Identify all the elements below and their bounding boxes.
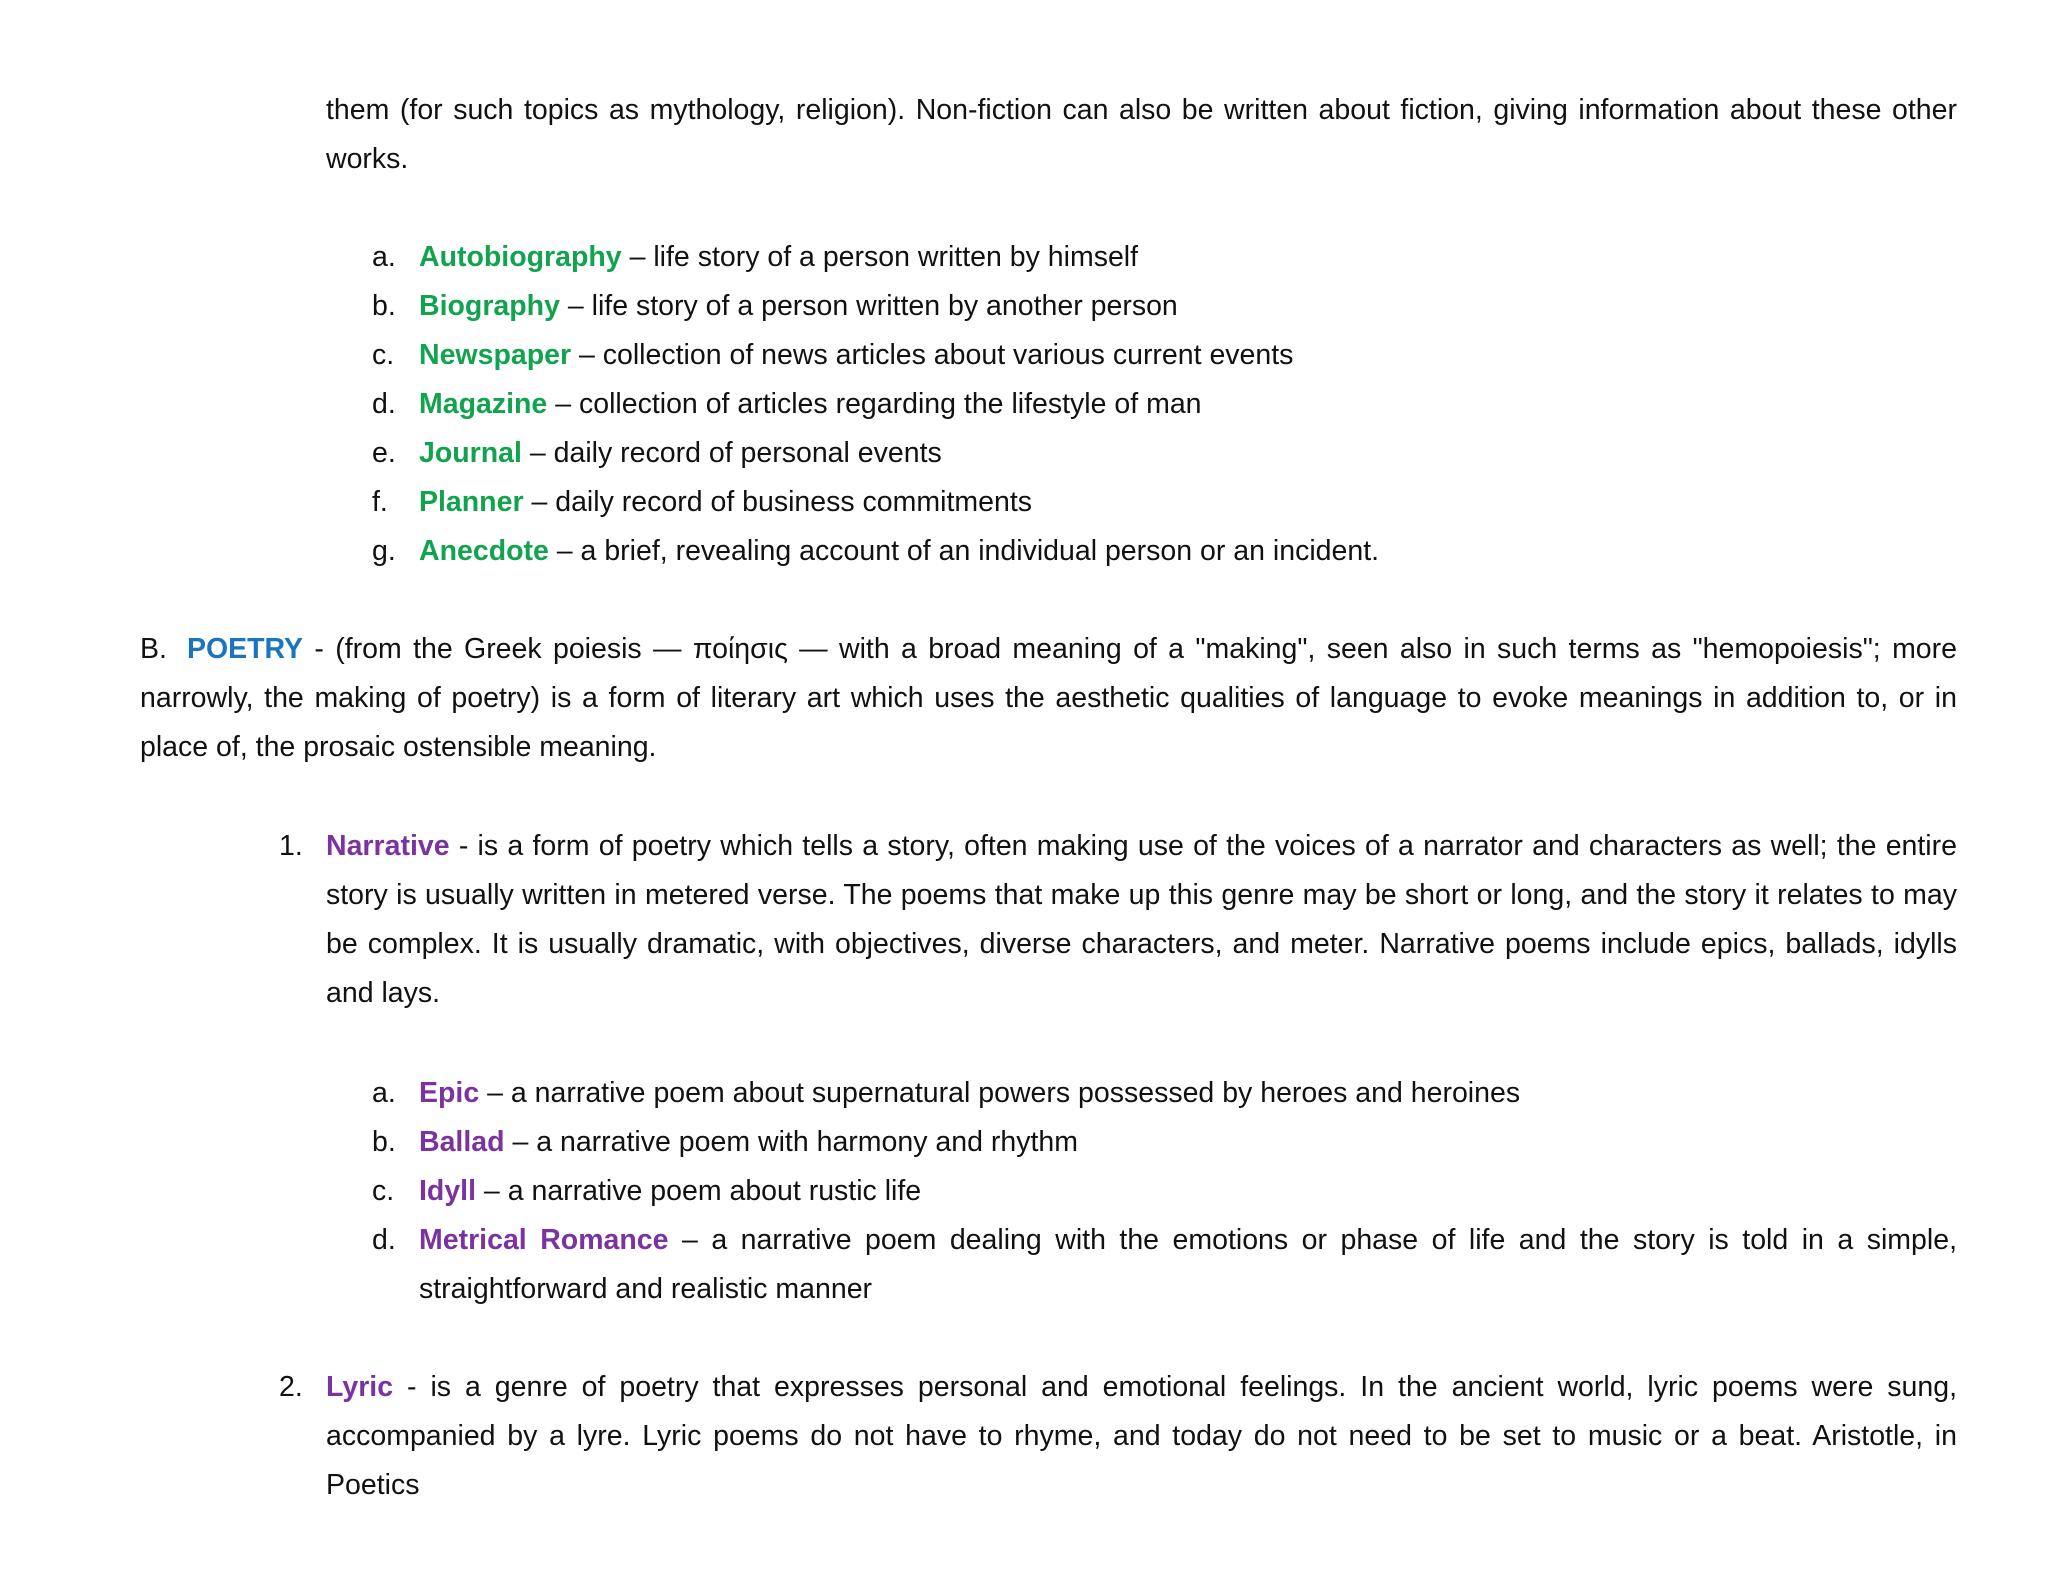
- section-marker: B.: [140, 633, 167, 665]
- list-marker: b.: [372, 290, 396, 322]
- list-item: [326, 527, 1957, 576]
- list-item: [326, 331, 1957, 380]
- term-ballad: Ballad: [419, 1126, 505, 1158]
- narrative-types-list: [326, 1069, 1957, 1314]
- list-item: [326, 429, 1957, 478]
- list-item: [326, 1069, 1957, 1118]
- list-item: [326, 1118, 1957, 1167]
- list-item: [326, 282, 1957, 331]
- term-definition: – a narrative poem about supernatural powers possessed by heroes and heroines: [479, 1077, 1521, 1109]
- term-idyll: Idyll: [419, 1175, 477, 1207]
- term-biography: Biography: [419, 290, 560, 322]
- list-marker: d.: [372, 1224, 396, 1256]
- nonfiction-types-list: [326, 233, 1957, 576]
- term-lyric: Lyric: [326, 1371, 394, 1403]
- term-magazine: Magazine: [419, 388, 548, 420]
- term-narrative: Narrative: [326, 830, 450, 862]
- term-planner: Planner: [419, 486, 524, 518]
- term-journal: Journal: [419, 437, 522, 469]
- list-marker: a.: [372, 1077, 396, 1109]
- term-definition: – a narrative poem with harmony and rhythm: [504, 1126, 1078, 1158]
- item-text: - is a genre of poetry that expresses personal and emotional feelings. In the ancient world, lyric poems were sung, accompanied by a lyre. Lyric poems do not have to rhyme, and today do not need to be set to music or a beat. Aristotle, in Poetics: [326, 1371, 1957, 1501]
- term-definition: – life story of a person written by himself: [621, 241, 1139, 273]
- term-definition: – collection of news articles about various current events: [571, 339, 1294, 371]
- term-metrical-romance: Metrical Romance: [419, 1224, 669, 1256]
- list-item: [326, 1167, 1957, 1216]
- list-marker: c.: [372, 339, 395, 371]
- term-definition: – a narrative poem about rustic life: [476, 1175, 922, 1207]
- term-definition: – collection of articles regarding the lifestyle of man: [547, 388, 1202, 420]
- item-number: 2.: [279, 1371, 303, 1403]
- list-marker: b.: [372, 1126, 396, 1158]
- term-anecdote: Anecdote: [419, 535, 549, 567]
- term-epic: Epic: [419, 1077, 480, 1109]
- list-marker: f.: [372, 486, 388, 518]
- list-marker: c.: [372, 1175, 395, 1207]
- term-definition: – a brief, revealing account of an individual person or an incident.: [548, 535, 1380, 567]
- item-text: - is a form of poetry which tells a story, often making use of the voices of a narrator and characters as well; the entire story is usually written in metered verse. The poems that make up this genre may be short or long, and the story it relates to may be complex. It is usually dramatic, with objectives, diverse characters, and meter. Narrative poems include epics, ballads, idylls and lays.: [326, 830, 1957, 1009]
- term-definition: – a narrative poem dealing with the emotions or phase of life and the story is told in a simple, straightforward and realistic manner: [419, 1224, 1958, 1305]
- term-newspaper: Newspaper: [419, 339, 572, 371]
- list-item: [326, 233, 1957, 282]
- section-term-poetry: POETRY: [186, 633, 304, 665]
- term-definition: – daily record of personal events: [521, 437, 942, 469]
- section-text: - (from the Greek poiesis — ποίησις — with a broad meaning of a "making", seen also in such terms as "hemopoiesis"; more narrowly, the making of poetry) is a form of literary art which uses the aesthetic qualities of language to evoke meanings in addition to, or in place of, the prosaic ostensible meaning.: [140, 633, 1957, 763]
- term-definition: – daily record of business commitments: [523, 486, 1032, 518]
- list-marker: a.: [372, 241, 396, 273]
- list-marker: d.: [372, 388, 396, 420]
- numbered-item-narrative: [279, 822, 1957, 1018]
- list-marker: g.: [372, 535, 396, 567]
- term-definition: – life story of a person written by another person: [559, 290, 1178, 322]
- list-item: [326, 380, 1957, 429]
- intro-paragraph: them (for such topics as mythology, religion). Non-fiction can also be written about fiction, giving information about these other works.: [326, 94, 1957, 175]
- list-item: [326, 478, 1957, 527]
- term-autobiography: Autobiography: [419, 241, 622, 273]
- list-item: [326, 1216, 1957, 1314]
- item-number: 1.: [279, 830, 303, 862]
- list-marker: e.: [372, 437, 396, 469]
- section-b-poetry: [140, 625, 1957, 772]
- numbered-item-lyric: [279, 1363, 1957, 1510]
